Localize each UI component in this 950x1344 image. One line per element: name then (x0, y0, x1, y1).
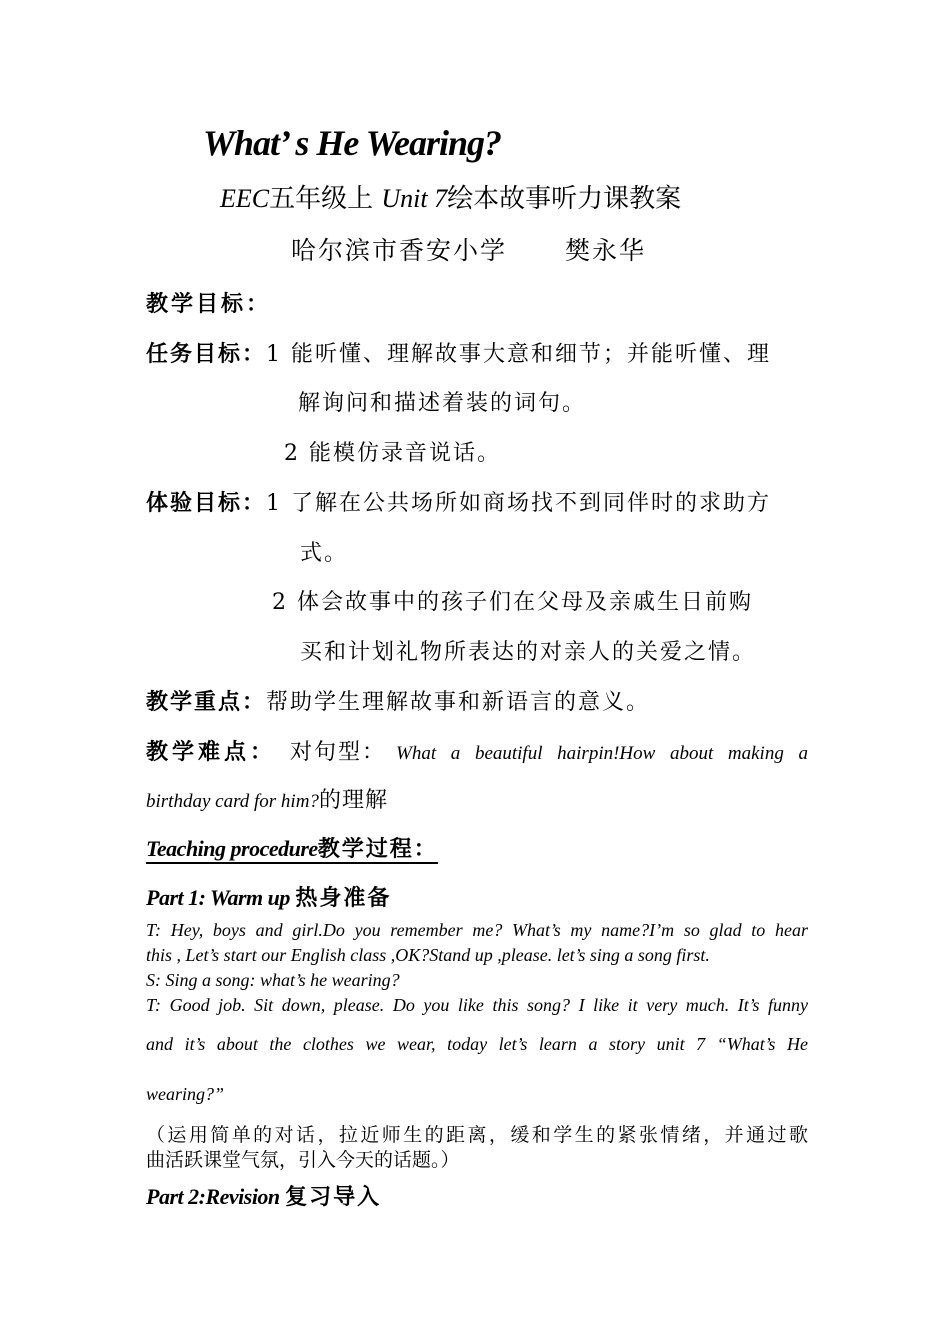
experience-goals-label: 体验目标： (146, 490, 267, 516)
objectives-heading: 教学目标： (146, 291, 272, 317)
dialog-line-5: and it’s about the clothes we wear, today let’s learn a story unit 7 “What’s He (146, 1034, 808, 1054)
dialog-line-3: S: Sing a song: what’s he wearing? (146, 970, 400, 990)
key-points-text: 帮助学生理解故事和新语言的意义。 (266, 690, 651, 715)
experience-goal-1-num: 1 (266, 491, 283, 516)
key-points (146, 685, 650, 716)
part2-heading (146, 1180, 381, 1211)
difficult-points-prefix: 对句型： (290, 740, 387, 765)
subtitle-rest: 绘本故事听力课教案 (447, 184, 682, 214)
task-goals-label: 任务目标： (146, 341, 267, 367)
document-title: What’ s He Wearing? (203, 123, 502, 163)
difficult-points-line1 (146, 735, 808, 766)
part1-heading-en: Part 1: Warm up (146, 885, 290, 910)
subtitle-unit: Unit 7 (381, 184, 448, 213)
part2-heading-en: Part 2:Revision (146, 1184, 280, 1209)
difficult-points-suffix: 的理解 (318, 788, 388, 813)
key-points-label: 教学重点： (146, 689, 267, 715)
difficult-points-label: 教学难点： (146, 739, 277, 765)
task-goal-1-text: 能听懂、理解故事大意和细节；并能听懂、理 (291, 342, 772, 367)
experience-goals-line1 (146, 486, 771, 517)
procedure-heading-zh: 教学过程： (317, 836, 438, 862)
difficult-points-english-1: What a beautiful hairpin!How about making a (396, 743, 808, 764)
author-line (291, 231, 646, 267)
part1-heading-zh: 热身准备 (295, 885, 392, 911)
experience-goal-1-continued: 式。 (300, 541, 349, 566)
subtitle-grade: 五年级上 (269, 184, 374, 214)
subtitle-prefix: EEC (220, 184, 270, 213)
experience-goal-2-num: 2 (272, 590, 288, 615)
experience-goal-1-text: 了解在公共场所如商场找不到同伴时的求助方 (291, 491, 772, 516)
task-goal-1-continued: 解询问和描述着装的词句。 (298, 391, 587, 416)
task-goals-line1 (146, 337, 771, 368)
task-goal-2-text: 能模仿录音说话。 (309, 441, 502, 466)
experience-goal-2-text: 体会故事中的孩子们在父母及亲戚生日前购 (297, 590, 754, 615)
procedure-heading-underlined (146, 836, 438, 864)
dialog-line-2: this , Let’s start our English class ,OK?Stand up ,please. let’s sing a song first. (146, 945, 710, 965)
procedure-heading (146, 832, 438, 863)
part1-note-line2: 曲活跃课堂气氛，引入今天的话题。） (146, 1149, 460, 1171)
dialog-line-1: T: Hey, boys and girl.Do you remember me? What’s my name?I’m so glad to hear (146, 920, 808, 940)
part2-heading-zh: 复习导入 (285, 1184, 382, 1210)
part1-note-line1: （运用简单的对话，拉近师生的距离，缓和学生的紧张情绪，并通过歌 (146, 1124, 808, 1146)
procedure-heading-en: Teaching procedure (146, 836, 318, 861)
dialog-line-6: wearing?” (146, 1084, 225, 1104)
teacher-name: 樊永华 (565, 236, 647, 265)
task-goal-2-num: 2 (284, 441, 300, 466)
part1-heading (146, 881, 391, 912)
difficult-points-line2 (146, 783, 388, 814)
dialog-line-4: T: Good job. Sit down, please. Do you like this song? I like it very much. It’s funny (146, 995, 808, 1015)
task-goal-1-num: 1 (266, 342, 283, 367)
school-name: 哈尔滨市香安小学 (291, 236, 508, 265)
document-subtitle (220, 178, 681, 215)
difficult-points-english-2: birthday card for him? (146, 791, 319, 812)
experience-goal-2-continued: 买和计划礼物所表达的对亲人的关爱之情。 (300, 640, 757, 665)
experience-goal-2 (272, 585, 753, 616)
task-goal-2 (284, 436, 501, 467)
